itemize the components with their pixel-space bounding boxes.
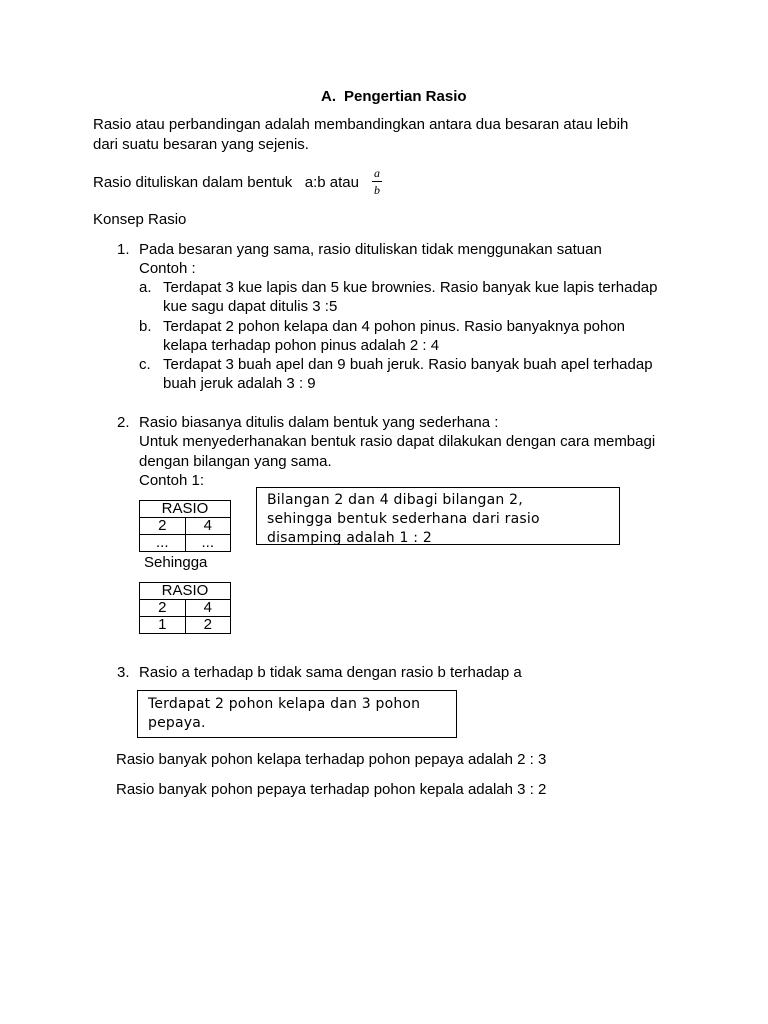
explanation-line-2: sehingga bentuk sederhana dari rasio — [267, 511, 540, 527]
intro-line-2: dari suatu besaran yang sejenis. — [93, 136, 309, 153]
item-2-line-3: dengan bilangan yang sama. — [139, 453, 332, 470]
ratio-table-1-cell: 2 — [140, 518, 186, 535]
fraction-denominator: b — [374, 183, 380, 197]
example-c-line-2: buah jeruk adalah 3 : 9 — [163, 375, 316, 392]
item-1-number: 1. — [117, 241, 130, 258]
ratio-table-2 — [139, 582, 231, 634]
sehingga-label: Sehingga — [144, 554, 208, 571]
explanation-box — [256, 487, 620, 545]
ratio-table-1-cell: 4 — [185, 518, 231, 535]
example-a-line-2: kue sagu dapat ditulis 3 :5 — [163, 298, 338, 315]
ratio-table-1-cell: ... — [185, 535, 231, 552]
explanation-line-1: Bilangan 2 dan 4 dibagi bilangan 2, — [267, 492, 523, 508]
item-2-example-label: Contoh 1: — [139, 472, 205, 489]
section-marker: A. — [321, 88, 336, 105]
fraction-numerator: a — [374, 166, 380, 180]
item-2-number: 2. — [117, 414, 130, 431]
explanation-line-3: disamping adalah 1 : 2 — [267, 530, 432, 545]
example-a-line-1: Terdapat 3 kue lapis dan 5 kue brownies. Rasio banyak kue lapis terhadap — [163, 279, 658, 296]
example-b-line-2: kelapa terhadap pohon pinus adalah 2 : 4 — [163, 337, 440, 354]
example-box-line-1: Terdapat 2 pohon kelapa dan 3 pohon — [148, 696, 421, 712]
ratio-table-2-cell: 4 — [185, 600, 231, 617]
example-c-marker: c. — [139, 356, 151, 373]
concept-title: Konsep Rasio — [93, 211, 187, 228]
example-b-line-1: Terdapat 2 pohon kelapa dan 4 pohon pinus. Rasio banyaknya pohon — [163, 318, 626, 335]
ratio-table-1-cell: ... — [140, 535, 186, 552]
page-title: Pengertian Rasio — [344, 88, 467, 105]
statement-1: Rasio banyak pohon kelapa terhadap pohon pepaya adalah 2 : 3 — [116, 751, 547, 768]
example-box — [137, 690, 457, 738]
item-2-line-2: Untuk menyederhanakan bentuk rasio dapat dilakukan dengan cara membagi — [139, 433, 656, 450]
ratio-table-2-cell: 2 — [185, 617, 231, 634]
example-box-line-2: pepaya. — [148, 715, 206, 731]
ratio-table-2-cell: 1 — [140, 617, 186, 634]
intro-line-1: Rasio atau perbandingan adalah membandingkan antara dua besaran atau lebih — [93, 116, 629, 133]
example-a-marker: a. — [139, 279, 152, 296]
item-2-line-1: Rasio biasanya ditulis dalam bentuk yang sederhana : — [139, 414, 499, 431]
item-1-text: Pada besaran yang sama, rasio dituliskan tidak menggunakan satuan — [139, 241, 602, 258]
ratio-table-2-cell: 2 — [140, 600, 186, 617]
example-b-marker: b. — [139, 318, 152, 335]
ratio-table-2-header: RASIO — [140, 583, 231, 600]
item-1-example-label: Contoh : — [139, 260, 196, 277]
statement-2: Rasio banyak pohon pepaya terhadap pohon kepala adalah 3 : 2 — [116, 781, 547, 798]
item-3-number: 3. — [117, 664, 130, 681]
example-c-line-1: Terdapat 3 buah apel dan 9 buah jeruk. Rasio banyak buah apel terhadap — [163, 356, 653, 373]
notation-text: Rasio dituliskan dalam bentuk a:b atau — [93, 174, 359, 191]
ratio-table-1-header: RASIO — [140, 501, 231, 518]
fraction-bar — [372, 181, 382, 182]
ratio-table-1 — [139, 500, 231, 552]
item-3-text: Rasio a terhadap b tidak sama dengan rasio b terhadap a — [139, 664, 522, 681]
